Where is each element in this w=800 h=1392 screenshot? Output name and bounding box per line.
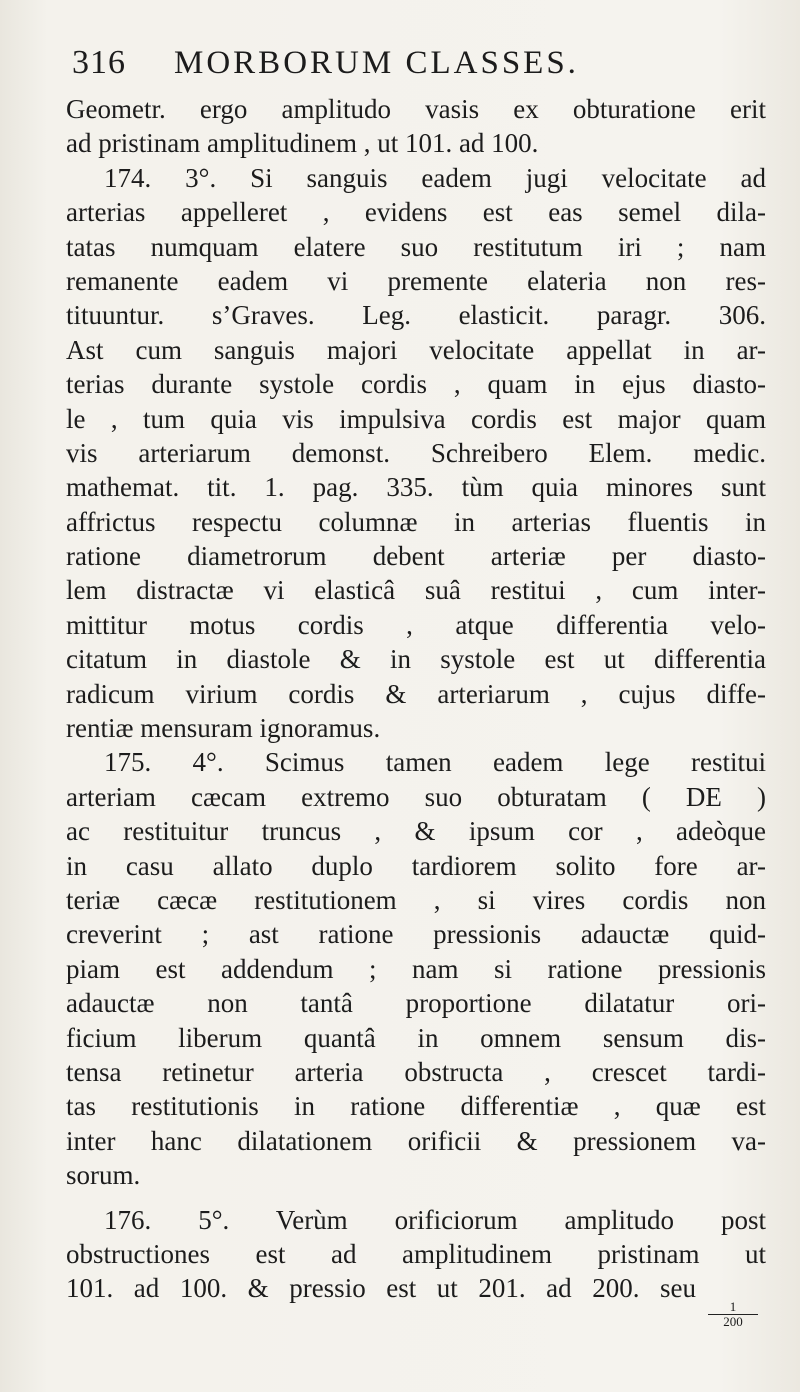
text-line: mittitur motus cordis , atque differentia velo- [66,609,766,640]
text-line: teriæ cæcæ restitutionem , si vires cordis non [66,884,766,915]
text-line: inter hanc dilatationem orificii & pressionem va- [66,1125,766,1156]
text-line: in casu allato duplo tardiorem solito fore ar- [66,850,766,881]
text-line: ratione diametrorum debent arteriæ per diasto- [66,541,766,572]
running-head: MORBORUM CLASSES. [174,45,579,81]
text-line: le , tum quia vis impulsiva cordis est major quam [66,403,766,434]
text-line: Ast cum sanguis majori velocitate appellat in ar- [66,334,766,365]
page-header [72,44,672,92]
text-line: adauctæ non tantâ proportione dilatatur ori- [66,988,766,1019]
body-text [66,92,766,1306]
text-line: tatas numquam elatere suo restitutum iri ; nam [66,231,766,262]
text-line: 175. 4°. Scimus tamen eadem lege restitui [104,747,766,778]
fraction-numerator: 1 [708,1300,758,1315]
text-line: rentiæ mensuram ignoramus. [66,713,381,744]
text-line: 101. ad 100. & pressio est ut 201. ad 200. seu [66,1273,696,1304]
text-line: arterias appelleret , evidens est eas semel dila- [66,197,766,228]
fraction-denominator: 200 [723,1314,743,1329]
text-line: creverint ; ast ratione pressionis adauctæ quid- [66,919,766,950]
text-line: remanente eadem vi premente elateria non res- [66,265,766,296]
text-line: obstructiones est ad amplitudinem pristinam ut [66,1238,766,1269]
text-line: affrictus respectu columnæ in arterias fluentis in [66,506,766,537]
text-line: arteriam cæcam extremo suo obturatam ( DE ) [66,781,766,812]
text-line: Geometr. ergo amplitudo vasis ex obturatione erit [66,94,766,124]
text-line: ficium liberum quantâ in omnem sensum dis- [66,1022,766,1053]
fraction [708,1300,758,1328]
text-line: lem distractæ vi elasticâ suâ restitui , cum inter- [66,575,766,606]
text-line: 174. 3°. Si sanguis eadem jugi velocitate ad [104,162,766,193]
text-line: terias durante systole cordis , quam in ejus diasto- [66,369,766,400]
text-line: vis arteriarum demonst. Schreibero Elem. medic. [66,437,766,468]
text-line: citatum in diastole & in systole est ut differentia [66,644,766,675]
page-number: 316 [72,44,126,81]
text-line: ad pristinam amplitudinem , ut 101. ad 100. [66,128,539,159]
text-line: tensa retinetur arteria obstructa , crescet tardi- [66,1056,766,1087]
text-line: ac restituitur truncus , & ipsum cor , adeòque [66,816,766,847]
text-line: piam est addendum ; nam si ratione pressionis [66,953,766,984]
text-line: 176. 5°. Verùm orificiorum amplitudo post [104,1204,766,1235]
text-line: radicum virium cordis & arteriarum , cujus diffe- [66,678,766,709]
text-line: tituuntur. s’Graves. Leg. elasticit. paragr. 306. [66,300,766,331]
text-line: tas restitutionis in ratione differentiæ , quæ est [66,1091,766,1122]
text-line: sorum. [66,1160,141,1191]
text-line: mathemat. tit. 1. pag. 335. tùm quia minores sunt [66,472,766,503]
